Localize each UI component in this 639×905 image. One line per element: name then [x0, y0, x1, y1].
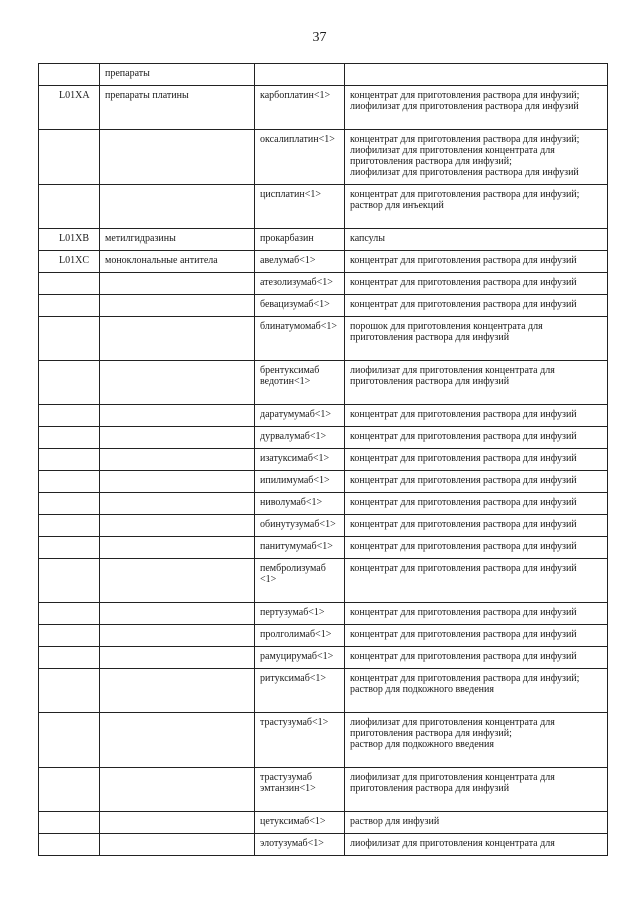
table-row [39, 834, 608, 856]
table-row [39, 405, 608, 427]
drug-name-cell: дурвалумаб<1> [255, 427, 345, 449]
atc-code-cell [39, 471, 100, 493]
drug-name-cell: даратумумаб<1> [255, 405, 345, 427]
atc-code-cell: L01XC [39, 251, 100, 273]
table-row [39, 317, 608, 361]
table-row [39, 361, 608, 405]
atc-code-cell [39, 834, 100, 856]
dosage-form-cell: концентрат для приготовления раствора для инфузий [345, 603, 608, 625]
table-row [39, 515, 608, 537]
dosage-form-cell: концентрат для приготовления раствора для инфузий [345, 493, 608, 515]
atc-code-cell [39, 361, 100, 405]
table-row [39, 295, 608, 317]
atc-code-cell [39, 537, 100, 559]
group-name-cell [100, 603, 255, 625]
table-row [39, 812, 608, 834]
atc-code-cell: L01XB [39, 229, 100, 251]
dosage-form-cell: лиофилизат для приготовления концентрата для [345, 834, 608, 856]
group-name-cell: препараты платины [100, 86, 255, 130]
drug-name-cell: изатуксимаб<1> [255, 449, 345, 471]
table-row [39, 185, 608, 229]
atc-code-cell [39, 427, 100, 449]
table-row [39, 427, 608, 449]
drug-name-cell [255, 64, 345, 86]
group-name-cell [100, 812, 255, 834]
group-name-cell [100, 427, 255, 449]
group-name-cell [100, 713, 255, 768]
table-row [39, 130, 608, 185]
dosage-form-cell: капсулы [345, 229, 608, 251]
group-name-cell [100, 647, 255, 669]
dosage-form-cell: концентрат для приготовления раствора для инфузий [345, 537, 608, 559]
group-name-cell: метилгидразины [100, 229, 255, 251]
dosage-form-cell: концентрат для приготовления раствора для инфузий; лиофилизат для приготовления концентрата для приготовления раствора для инфузий; лиофилизат для приготовления раствора для инфузий [345, 130, 608, 185]
dosage-form-cell: лиофилизат для приготовления концентрата для приготовления раствора для инфузий [345, 361, 608, 405]
drug-name-cell: ниволумаб<1> [255, 493, 345, 515]
drug-name-cell: элотузумаб<1> [255, 834, 345, 856]
table-row [39, 471, 608, 493]
table-row [39, 273, 608, 295]
drug-name-cell: авелумаб<1> [255, 251, 345, 273]
group-name-cell [100, 130, 255, 185]
atc-code-cell [39, 273, 100, 295]
group-name-cell [100, 537, 255, 559]
drug-name-cell: трастузумаб эмтанзин<1> [255, 768, 345, 812]
atc-code-cell [39, 713, 100, 768]
drug-name-cell: бевацизумаб<1> [255, 295, 345, 317]
drug-name-cell: трастузумаб<1> [255, 713, 345, 768]
atc-code-cell [39, 295, 100, 317]
group-name-cell [100, 273, 255, 295]
atc-code-cell: L01XA [39, 86, 100, 130]
table-row [39, 647, 608, 669]
atc-code-cell [39, 768, 100, 812]
table-row [39, 86, 608, 130]
dosage-form-cell [345, 64, 608, 86]
dosage-form-cell: концентрат для приготовления раствора для инфузий; лиофилизат для приготовления раствора для инфузий [345, 86, 608, 130]
table-row [39, 768, 608, 812]
drug-name-cell: атезолизумаб<1> [255, 273, 345, 295]
dosage-form-cell: концентрат для приготовления раствора для инфузий [345, 295, 608, 317]
table-row [39, 493, 608, 515]
group-name-cell [100, 493, 255, 515]
drug-name-cell: карбоплатин<1> [255, 86, 345, 130]
group-name-cell [100, 185, 255, 229]
atc-code-cell [39, 603, 100, 625]
dosage-form-cell: концентрат для приготовления раствора для инфузий [345, 449, 608, 471]
group-name-cell [100, 834, 255, 856]
dosage-form-cell: концентрат для приготовления раствора для инфузий [345, 405, 608, 427]
atc-code-cell [39, 317, 100, 361]
table-row [39, 713, 608, 768]
dosage-form-cell: концентрат для приготовления раствора для инфузий [345, 471, 608, 493]
dosage-form-cell: лиофилизат для приготовления концентрата для приготовления раствора для инфузий [345, 768, 608, 812]
group-name-cell [100, 405, 255, 427]
dosage-form-cell: концентрат для приготовления раствора для инфузий; раствор для подкожного введения [345, 669, 608, 713]
drug-name-cell: пертузумаб<1> [255, 603, 345, 625]
drug-name-cell: рамуцирумаб<1> [255, 647, 345, 669]
table-row [39, 559, 608, 603]
dosage-form-cell: концентрат для приготовления раствора для инфузий [345, 427, 608, 449]
dosage-form-cell: концентрат для приготовления раствора для инфузий [345, 625, 608, 647]
table-row [39, 603, 608, 625]
drug-name-cell: пролголимаб<1> [255, 625, 345, 647]
table-row [39, 251, 608, 273]
drug-name-cell: пембролизумаб <1> [255, 559, 345, 603]
drug-name-cell: брентуксимаб ведотин<1> [255, 361, 345, 405]
table-row [39, 625, 608, 647]
dosage-form-cell: концентрат для приготовления раствора для инфузий [345, 251, 608, 273]
table-row [39, 449, 608, 471]
atc-code-cell [39, 493, 100, 515]
atc-code-cell [39, 812, 100, 834]
atc-code-cell [39, 185, 100, 229]
group-name-cell [100, 361, 255, 405]
dosage-form-cell: раствор для инфузий [345, 812, 608, 834]
group-name-cell [100, 515, 255, 537]
table-row [39, 229, 608, 251]
atc-code-cell [39, 669, 100, 713]
table-row [39, 669, 608, 713]
dosage-form-cell: концентрат для приготовления раствора для инфузий [345, 515, 608, 537]
atc-code-cell [39, 130, 100, 185]
atc-code-cell [39, 405, 100, 427]
drug-name-cell: цетуксимаб<1> [255, 812, 345, 834]
atc-code-cell [39, 647, 100, 669]
dosage-form-cell: концентрат для приготовления раствора для инфузий; раствор для инъекций [345, 185, 608, 229]
table-row [39, 537, 608, 559]
dosage-form-cell: концентрат для приготовления раствора для инфузий [345, 647, 608, 669]
group-name-cell: моноклональные антитела [100, 251, 255, 273]
group-name-cell [100, 471, 255, 493]
drug-name-cell: панитумумаб<1> [255, 537, 345, 559]
group-name-cell [100, 669, 255, 713]
group-name-cell [100, 295, 255, 317]
atc-code-cell [39, 449, 100, 471]
dosage-form-cell: лиофилизат для приготовления концентрата для приготовления раствора для инфузий; раствор для подкожного введения [345, 713, 608, 768]
dosage-form-cell: концентрат для приготовления раствора для инфузий [345, 559, 608, 603]
atc-code-cell [39, 515, 100, 537]
atc-code-cell [39, 625, 100, 647]
group-name-cell [100, 449, 255, 471]
drug-name-cell: оксалиплатин<1> [255, 130, 345, 185]
group-name-cell [100, 317, 255, 361]
drug-name-cell: ипилимумаб<1> [255, 471, 345, 493]
drug-name-cell: блинатумомаб<1> [255, 317, 345, 361]
drug-name-cell: ритуксимаб<1> [255, 669, 345, 713]
atc-code-cell [39, 64, 100, 86]
drug-table [38, 63, 608, 856]
page-number: 37 [312, 30, 327, 45]
drug-name-cell: цисплатин<1> [255, 185, 345, 229]
dosage-form-cell: концентрат для приготовления раствора для инфузий [345, 273, 608, 295]
drug-name-cell: обинутузумаб<1> [255, 515, 345, 537]
dosage-form-cell: порошок для приготовления концентрата для приготовления раствора для инфузий [345, 317, 608, 361]
table-row [39, 64, 608, 86]
atc-code-cell [39, 559, 100, 603]
group-name-cell: препараты [100, 64, 255, 86]
group-name-cell [100, 559, 255, 603]
group-name-cell [100, 625, 255, 647]
group-name-cell [100, 768, 255, 812]
drug-name-cell: прокарбазин [255, 229, 345, 251]
